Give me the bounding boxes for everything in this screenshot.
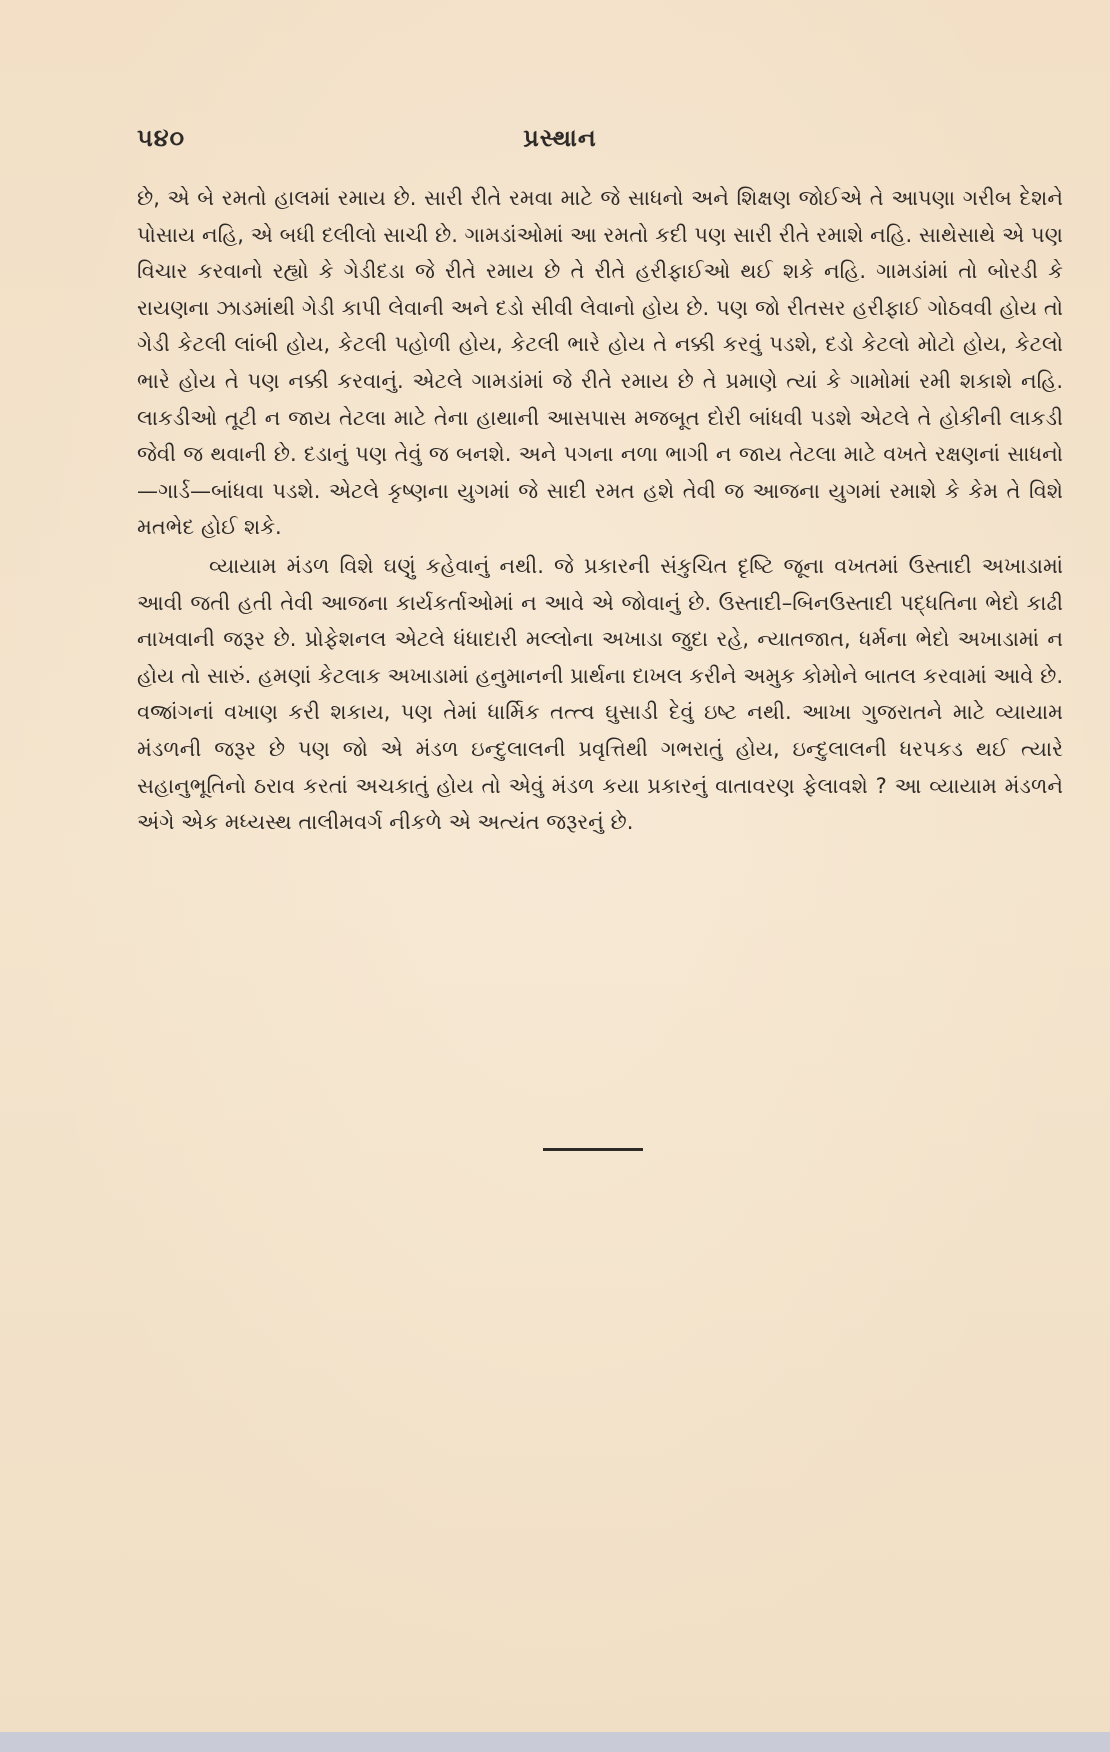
running-head: પ્રસ્થાન bbox=[523, 124, 597, 152]
end-rule bbox=[543, 1148, 643, 1151]
scan-border bbox=[0, 1732, 1110, 1752]
paragraph-2: વ્યાયામ મંડળ વિશે ઘણું કહેવાનું નથી. જે પ્રકારની સંકુચિત દૃષ્ટિ જૂના વખતમાં ઉસ્તાદી અખાડામાં આવી જતી હતી તેવી આજના કાર્યકર્તાઓમાં ન આવે એ જોવાનું છે. ઉસ્તાદી–બિનઉસ્તાદી પદ્ધતિના ભેદો કાઢી નાખવાની જરૂર છે. પ્રોફેશનલ એટલે ધંધાદારી મલ્લોના અખાડા જુદા રહે, ન્યાતજાત, ધર્મના ભેદો અખાડામાં ન હોય તો સારું. હમણાં કેટલાક અખાડામાં હનુમાનની પ્રાર્થના દાખલ કરીને અમુક કોમોને બાતલ કરવામાં આવે છે. વજ્રાંગનાં વખાણ કરી શકાય, પણ તેમાં ધાર્મિક તત્ત્વ ઘુસાડી દેવું ઇષ્ટ નથી. આખા ગુજરાતને માટે વ્યાયામ મંડળની જરૂર છે પણ જો એ મંડળ ઇન્દુલાલની પ્રવૃત્તિથી ગભરાતું હોય, ઇન્દુલાલની ધરપકડ થઈ ત્યારે સહાનુભૂતિનો ઠરાવ કરતાં અચકાતું હોય તો એવું મંડળ કયા પ્રકારનું વાતાવરણ ફેલાવશે ? આ વ્યાયામ મંડળને અંગે એક મધ્યસ્થ તાલીમવર્ગ નીકળે એ અત્યંત જરૂરનું છે. bbox=[137, 553, 1063, 835]
paragraph-1: છે, એ બે રમતો હાલમાં રમાય છે. સારી રીતે રમવા માટે જે સાધનો અને શિક્ષણ જોઈએ તે આપણા ગરીબ દેશને પોસાય નહિ, એ બધી દલીલો સાચી છે. ગામડાંઓમાં આ રમતો કદી પણ સારી રીતે રમાશે નહિ. સાથેસાથે એ પણ વિચાર કરવાનો રહ્યો કે ગેડીદડા જે રીતે રમાય છે તે રીતે હરીફાઈઓ થઈ શકે નહિ. ગામડાંમાં તો બોરડી કે રાયણના ઝાડમાંથી ગેડી કાપી લેવાની અને દડો સીવી લેવાનો હોય છે. પણ જો રીતસર હરીફાઈ ગોઠવવી હોય તો ગેડી કેટલી લાંબી હોય, કેટલી પહોળી હોય, કેટલી ભારે હોય તે નક્કી કરવું પડશે, દડો કેટલો મોટો હોય, કેટલો ભારે હોય તે પણ નક્કી કરવાનું. એટલે ગામડાંમાં જે રીતે રમાય છે તે પ્રમાણે ત્યાં કે ગામોમાં રમી શકાશે નહિ. લાકડીઓ તૂટી ન જાય તેટલા માટે તેના હાથાની આસપાસ મજબૂત દોરી બાંધવી પડશે એટલે તે હોકીની લાકડી જેવી જ થવાની છે. દડાનું પણ તેવું જ બનશે. અને પગના નળા ભાગી ન જાય તેટલા માટે વખતે રક્ષણનાં સાધનો—ગાર્ડ—બાંધવા પડશે. એટલે કૃષ્ણના યુગમાં જે સાદી રમત હશે તેવી જ આજના યુગમાં રમાશે કે કેમ તે વિશે મતભેદ હોઈ શકે. bbox=[137, 186, 1063, 540]
page-number: ૫૪૦ bbox=[137, 124, 186, 152]
body-text bbox=[137, 180, 1063, 841]
